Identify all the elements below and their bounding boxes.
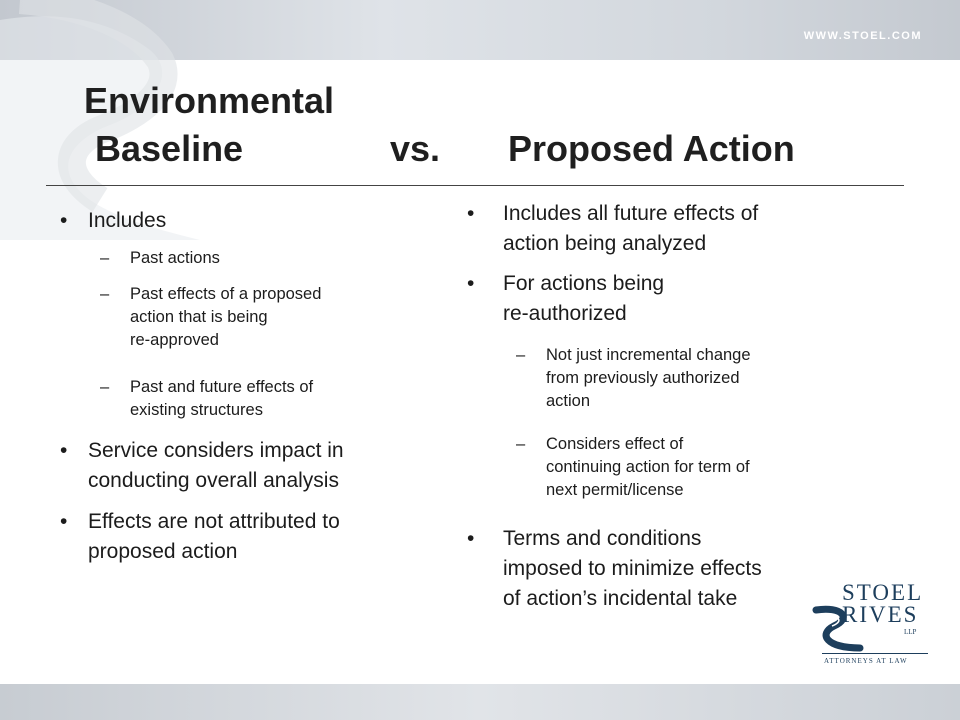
dash-glyph: – (516, 346, 526, 364)
bullet-text: Includes (88, 209, 167, 232)
bullet-glyph: • (60, 439, 68, 462)
title-divider (46, 185, 904, 186)
logo-rule (822, 653, 928, 654)
website-url[interactable]: WWW.STOEL.COM (803, 30, 922, 42)
right-bullet-future-effects (467, 199, 759, 259)
bullet-glyph: • (60, 510, 68, 533)
left-sub-past-actions (100, 247, 220, 270)
right-bullet-reauthorized (467, 269, 665, 329)
bullet-text-line: Terms and conditions (503, 527, 702, 550)
bullet-glyph: • (60, 209, 68, 232)
right-sub-not-incremental (516, 344, 751, 413)
sub-text-line: from previously authorized (546, 369, 740, 387)
bullet-text-line: Includes all future effects of (503, 202, 759, 225)
left-bullet-includes (60, 206, 167, 236)
bullet-text-line: re-authorized (503, 302, 627, 325)
sub-text-line: next permit/license (546, 481, 684, 499)
left-sub-past-effects (100, 283, 322, 352)
logo-word-rives: RIVES (842, 602, 919, 627)
left-bullet-service-considers (60, 436, 344, 496)
bullet-glyph: • (467, 527, 475, 550)
bullet-glyph: • (467, 272, 475, 295)
bullet-text-line: of action’s incidental take (503, 587, 738, 610)
dash-glyph: – (100, 249, 110, 267)
logo-tagline: ATTORNEYS AT LAW (824, 657, 908, 665)
title-line-environmental: Environmental (84, 80, 335, 121)
bullet-text-line: proposed action (88, 540, 238, 563)
sub-text: Past actions (130, 249, 220, 267)
bullet-glyph: • (467, 202, 475, 225)
sub-text-line: Past effects of a proposed (130, 285, 322, 303)
right-sub-continuing-action (516, 433, 750, 502)
bullet-text-line: Effects are not attributed to (88, 510, 340, 533)
sub-text-line: continuing action for term of (546, 458, 750, 476)
logo-word-stoel: STOEL (842, 580, 924, 605)
bullet-text-line: action being analyzed (503, 232, 707, 255)
stoel-rives-logo (812, 580, 930, 668)
sub-text-line: action that is being (130, 308, 268, 326)
bullet-text-line: For actions being (503, 272, 665, 295)
logo-llp: LLP (904, 628, 917, 636)
sub-text-line: Considers effect of (546, 435, 684, 453)
bullet-text-line: conducting overall analysis (88, 469, 339, 492)
sub-text-line: re-approved (130, 331, 219, 349)
dash-glyph: – (100, 285, 110, 303)
bottom-banner (0, 684, 960, 720)
title-baseline: Baseline (95, 128, 244, 169)
title-proposed-action: Proposed Action (508, 128, 795, 169)
title-vs: vs. (390, 128, 441, 169)
left-bullet-effects-not-attributed (60, 507, 340, 567)
sub-text-line: Past and future effects of (130, 378, 314, 396)
sub-text-line: action (546, 392, 591, 410)
sub-text-line: existing structures (130, 401, 263, 419)
sub-text-line: Not just incremental change (546, 346, 751, 364)
river-logo-icon (812, 604, 882, 654)
dash-glyph: – (100, 378, 110, 396)
bullet-text-line: Service considers impact in (88, 439, 344, 462)
left-sub-existing-structures (100, 376, 314, 422)
bullet-text-line: imposed to minimize effects (503, 557, 762, 580)
right-bullet-terms-conditions (467, 524, 762, 614)
dash-glyph: – (516, 435, 526, 453)
